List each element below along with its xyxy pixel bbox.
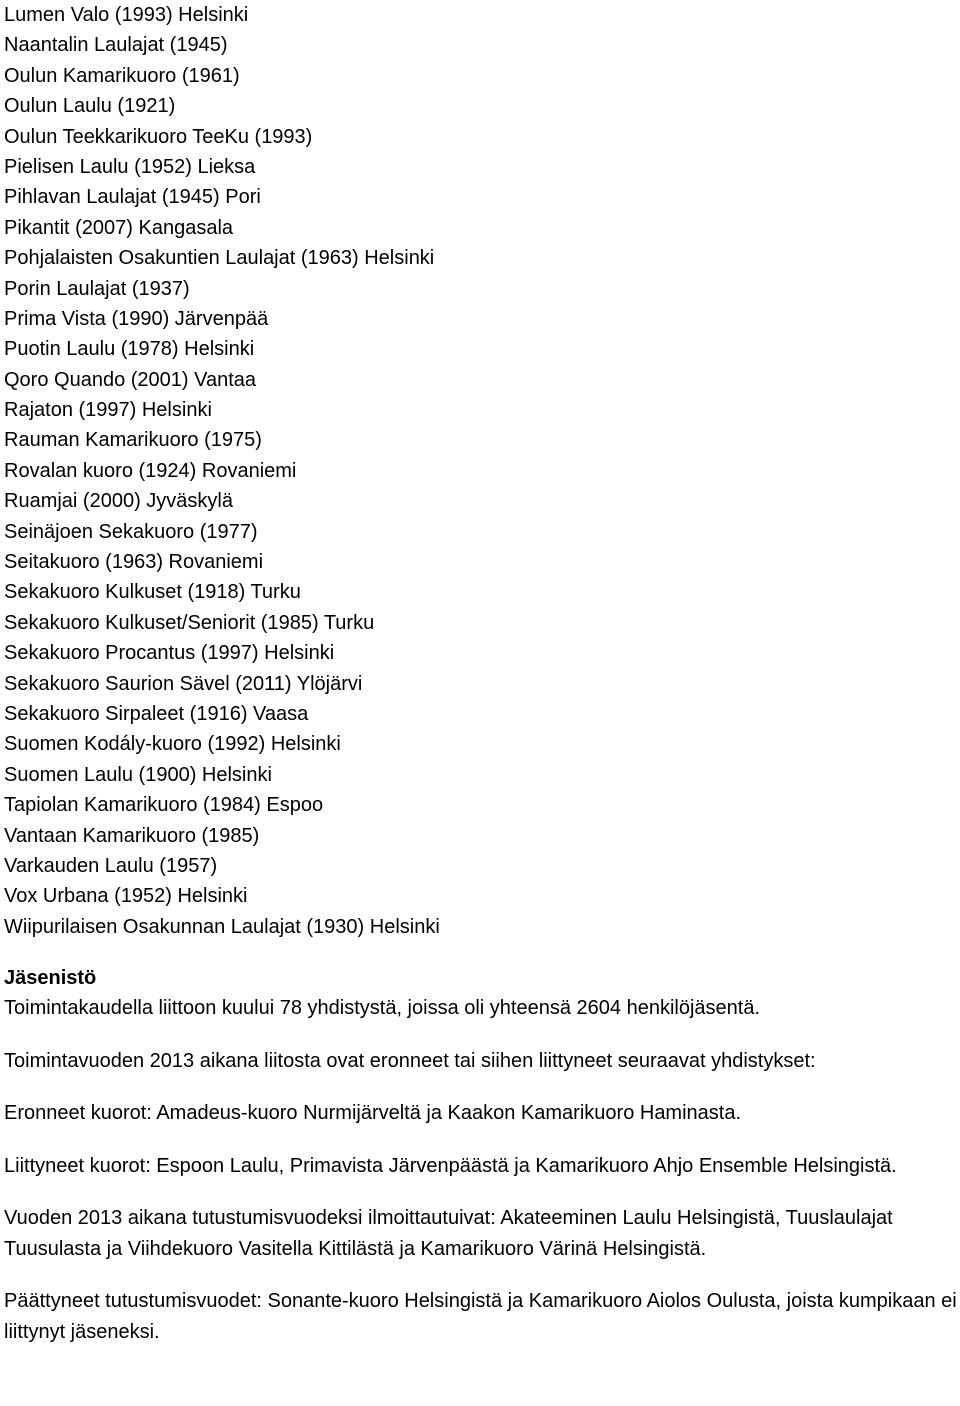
choir-list-item: Vox Urbana (1952) Helsinki (4, 885, 248, 908)
membership-heading: Jäsenistö (4, 967, 97, 990)
choir-list-item: Oulun Teekkarikuoro TeeKu (1993) (4, 125, 313, 148)
trial-year-ended: Päättyneet tutustumisvuodet: Sonante-kuoro Helsingistä ja Kamarikuoro Aiolos Oulusta, joista kumpikaan ei liittynyt jäseneksi. (4, 1290, 957, 1343)
choir-list-item: Sekakuoro Kulkuset/Seniorit (1985) Turku (4, 611, 375, 634)
choir-list-item: Oulun Kamarikuoro (1961) (4, 64, 240, 87)
choir-list-item: Pihlavan Laulajat (1945) Pori (4, 186, 261, 209)
choir-list-item: Porin Laulajat (1937) (4, 277, 190, 300)
resigned-choirs: Eronneet kuorot: Amadeus-kuoro Nurmijärveltä ja Kaakon Kamarikuoro Haminasta. (4, 1102, 742, 1125)
membership-changes-intro: Toimintavuoden 2013 aikana liitosta ovat eronneet tai siihen liittyneet seuraavat yhdistykset: (4, 1049, 816, 1072)
choir-list-item: Varkauden Laulu (1957) (4, 854, 218, 877)
choir-list-item: Puotin Laulu (1978) Helsinki (4, 338, 255, 361)
choir-list-item: Rajaton (1997) Helsinki (4, 399, 212, 422)
choir-list-item: Tapiolan Kamarikuoro (1984) Espoo (4, 794, 324, 817)
choir-list-item: Sekakuoro Kulkuset (1918) Turku (4, 581, 301, 604)
joined-choirs: Liittyneet kuorot: Espoon Laulu, Primavista Järvenpäästä ja Kamarikuoro Ahjo Ensemble Helsingistä. (4, 1154, 897, 1177)
choir-list-item: Naantalin Laulajat (1945) (4, 34, 228, 57)
choir-list-item: Seinäjoen Sekakuoro (1977) (4, 520, 258, 543)
membership-summary: Toimintakaudella liittoon kuului 78 yhdistystä, joissa oli yhteensä 2604 henkilöjäsentä. (4, 997, 761, 1020)
choir-list-item: Seitakuoro (1963) Rovaniemi (4, 551, 264, 574)
choir-list (4, 0, 960, 942)
choir-list-item: Wiipurilaisen Osakunnan Laulajat (1930) Helsinki (4, 915, 440, 938)
choir-list-item: Pielisen Laulu (1952) Lieksa (4, 155, 256, 178)
choir-list-item: Qoro Quando (2001) Vantaa (4, 368, 257, 391)
choir-list-item: Pohjalaisten Osakuntien Laulajat (1963) Helsinki (4, 247, 435, 270)
choir-list-item: Oulun Laulu (1921) (4, 95, 176, 118)
choir-list-item: Prima Vista (1990) Järvenpää (4, 307, 269, 330)
choir-list-item: Lumen Valo (1993) Helsinki (4, 4, 249, 26)
choir-list-item: Sekakuoro Procantus (1997) Helsinki (4, 642, 335, 665)
choir-list-item: Sekakuoro Sirpaleet (1916) Vaasa (4, 702, 309, 725)
choir-list-item: Rovalan kuoro (1924) Rovaniemi (4, 459, 297, 482)
choir-list-item: Sekakuoro Saurion Sävel (2011) Ylöjärvi (4, 672, 363, 695)
choir-list-item: Ruamjai (2000) Jyväskylä (4, 490, 233, 513)
choir-list-item: Pikantit (2007) Kangasala (4, 216, 234, 239)
trial-year-registrations: Vuoden 2013 aikana tutustumisvuodeksi ilmoittautuivat: Akateeminen Laulu Helsingistä, Tuuslaulajat Tuusulasta ja Viihdekuoro Vasitella Kittilästä ja Kamarikuoro Värinä Helsingistä. (4, 1207, 893, 1260)
choir-list-item: Suomen Kodály-kuoro (1992) Helsinki (4, 733, 341, 756)
choir-list-item: Vantaan Kamarikuoro (1985) (4, 824, 260, 847)
choir-list-item: Suomen Laulu (1900) Helsinki (4, 763, 272, 786)
choir-list-item: Rauman Kamarikuoro (1975) (4, 429, 262, 452)
